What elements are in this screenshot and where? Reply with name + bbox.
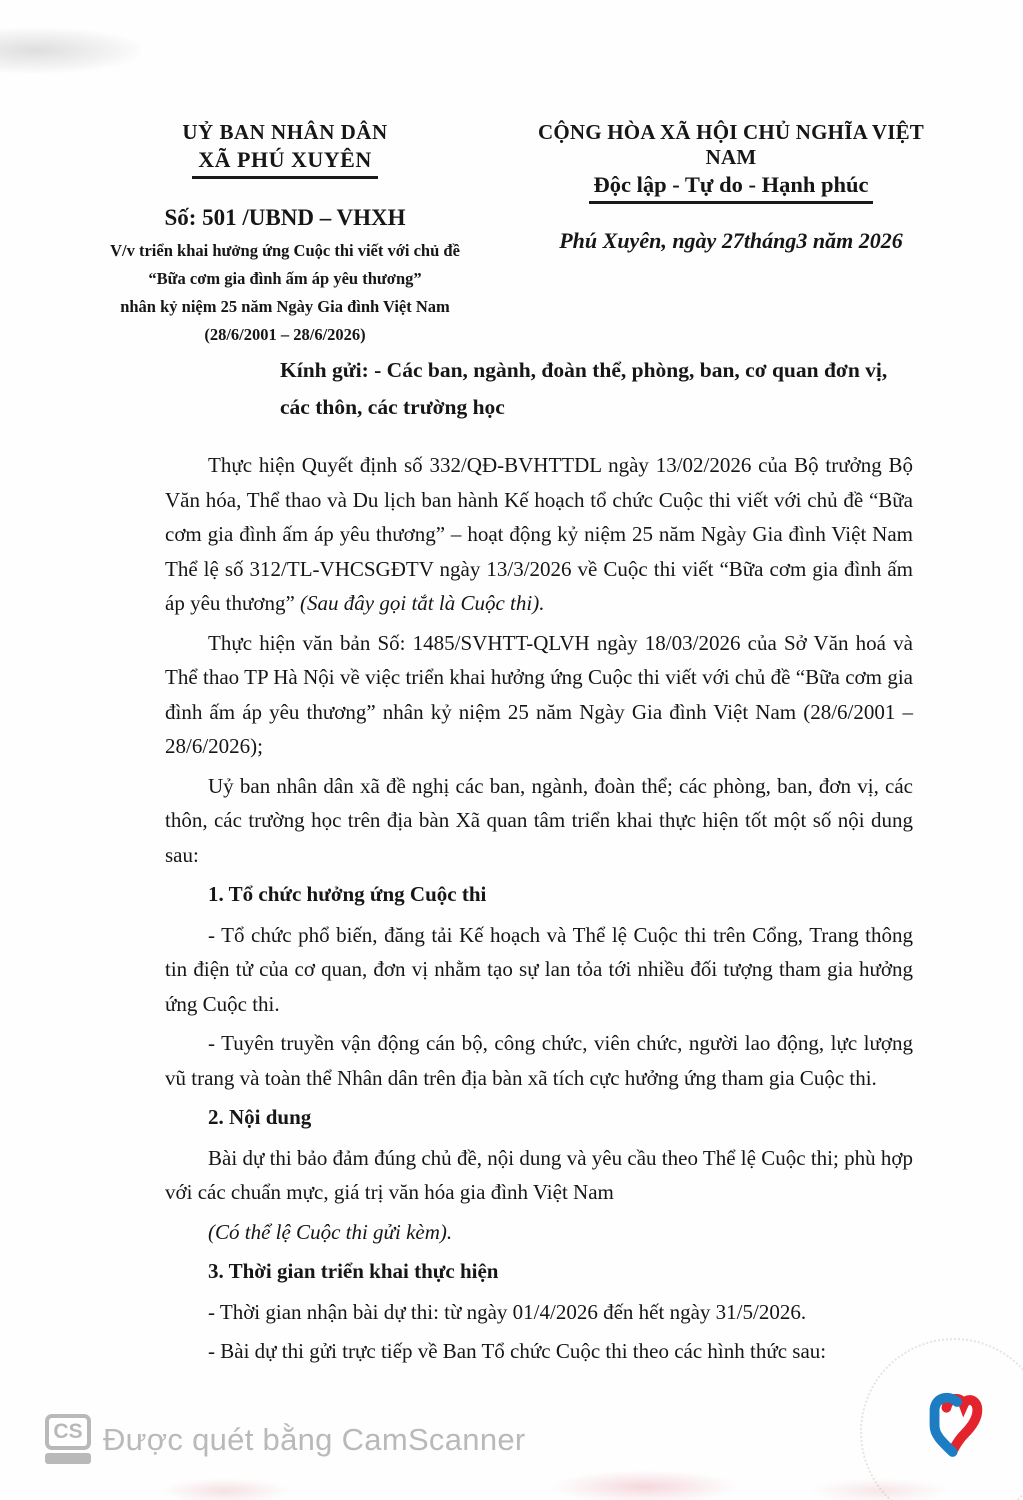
camscanner-cs-label: CS <box>53 1420 83 1443</box>
paragraph: - Bài dự thi gửi trực tiếp về Ban Tổ chức Cuộc thi theo các hình thức sau: <box>208 1339 827 1363</box>
heart-ribbon-logo-icon <box>912 1386 994 1472</box>
issuer-name: UỶ BAN NHÂN DÂN <box>182 120 388 144</box>
paragraph: Uỷ ban nhân dân xã đề nghị các ban, ngành, đoàn thể; các phòng, ban, đơn vị, các thôn, các trường học trên địa bàn Xã quan tâm triển khai thực hiện tốt một số nội dung sau: <box>165 773 913 867</box>
section-heading-2: 2. Nội dung <box>208 1105 312 1129</box>
issuer-commune-name: XÃ PHÚ XUYÊN <box>192 146 377 179</box>
recipient-line: Kính gửi: - Các ban, ngành, đoàn thể, phòng, ban, cơ quan đơn vị, <box>280 358 888 382</box>
subject-line: (28/6/2001 – 28/6/2026) <box>204 325 366 344</box>
section-heading-1: 1. Tổ chức hưởng ứng Cuộc thi <box>208 882 487 906</box>
paragraph: - Tuyên truyền vận động cán bộ, công chức, viên chức, người lao động, lực lượng vũ trang và toàn thể Nhân dân trên địa bàn xã tích cực hưởng ứng tham gia Cuộc thi. <box>165 1031 913 1090</box>
document-body <box>165 448 913 1374</box>
place-and-date: Phú Xuyên, ngày 27tháng3 năm 2026 <box>559 228 903 253</box>
document-number: Số: 501 /UBND – VHXH <box>164 205 406 230</box>
document-subject <box>105 237 465 349</box>
national-title: CỘNG HÒA XÃ HỘI CHỦ NGHĨA VIỆT NAM <box>538 120 924 169</box>
scan-artifact-smudge <box>160 1478 290 1500</box>
paragraph-note: (Có thể lệ Cuộc thi gửi kèm). <box>208 1219 453 1244</box>
subject-line: “Bữa cơm gia đình ấm áp yêu thương” <box>148 269 422 288</box>
camscanner-badge-base <box>45 1453 91 1464</box>
national-motto: Độc lập - Tự do - Hạnh phúc <box>589 171 872 204</box>
subject-line: nhân kỷ niệm 25 năm Ngày Gia đình Việt Nam <box>120 297 450 316</box>
paragraph: Thực hiện Quyết định số 332/QĐ-BVHTTDL ngày 13/02/2026 của Bộ trưởng Bộ Văn hóa, Thể thao và Du lịch ban hành Kế hoạch tổ chức Cuộc thi viết với chủ đề “Bữa cơm gia đình ấm áp yêu thương” – hoạt động kỷ niệm 25 năm Ngày Gia đình Việt Nam Thể lệ số 312/TL-VHCSGĐTV ngày 13/3/2026 về Cuộc thi viết “Bữa cơm gia đình ấm áp yêu thương” (Sau đây gọi tắt là Cuộc thi). <box>165 453 913 615</box>
camscanner-cs-box <box>45 1414 91 1450</box>
scan-artifact-smudge <box>550 1470 740 1500</box>
scan-artifact-smudge <box>0 28 140 73</box>
subject-line: V/v triển khai hưởng ứng Cuộc thi viết với chủ đề <box>110 241 460 260</box>
camscanner-watermark-text: Được quét bằng CamScanner <box>103 1422 526 1457</box>
paragraph: - Tổ chức phổ biến, đăng tải Kế hoạch và Thể lệ Cuộc thi trên Cổng, Trang thông tin điện tử của cơ quan, đơn vị nhằm tạo sự lan tỏa tới nhiều đối tượng tham gia hưởng ứng Cuộc thi. <box>165 922 913 1016</box>
paragraph: Thực hiện văn bản Số: 1485/SVHTT-QLVH ngày 18/03/2026 của Sở Văn hoá và Thể thao TP Hà Nội về việc triển khai hưởng ứng Cuộc thi viết với chủ đề “Bữa cơm gia đình ấm áp yêu thương” nhân kỷ niệm 25 năm Ngày Gia đình Việt Nam (28/6/2001 – 28/6/2026); <box>165 630 913 758</box>
issuer-header-block <box>105 120 465 349</box>
section-heading-3: 3. Thời gian triển khai thực hiện <box>208 1259 499 1283</box>
national-header-block <box>515 120 947 254</box>
recipient-block <box>280 352 930 426</box>
paragraph: Bài dự thi bảo đảm đúng chủ đề, nội dung và yêu cầu theo Thể lệ Cuộc thi; phù hợp với các chuẩn mực, giá trị văn hóa gia đình Việt Nam <box>165 1145 913 1204</box>
recipient-line: các thôn, các trường học <box>280 395 505 419</box>
paragraph: - Thời gian nhận bài dự thi: từ ngày 01/4/2026 đến hết ngày 31/5/2026. <box>208 1299 807 1324</box>
camscanner-badge-icon <box>45 1414 93 1466</box>
